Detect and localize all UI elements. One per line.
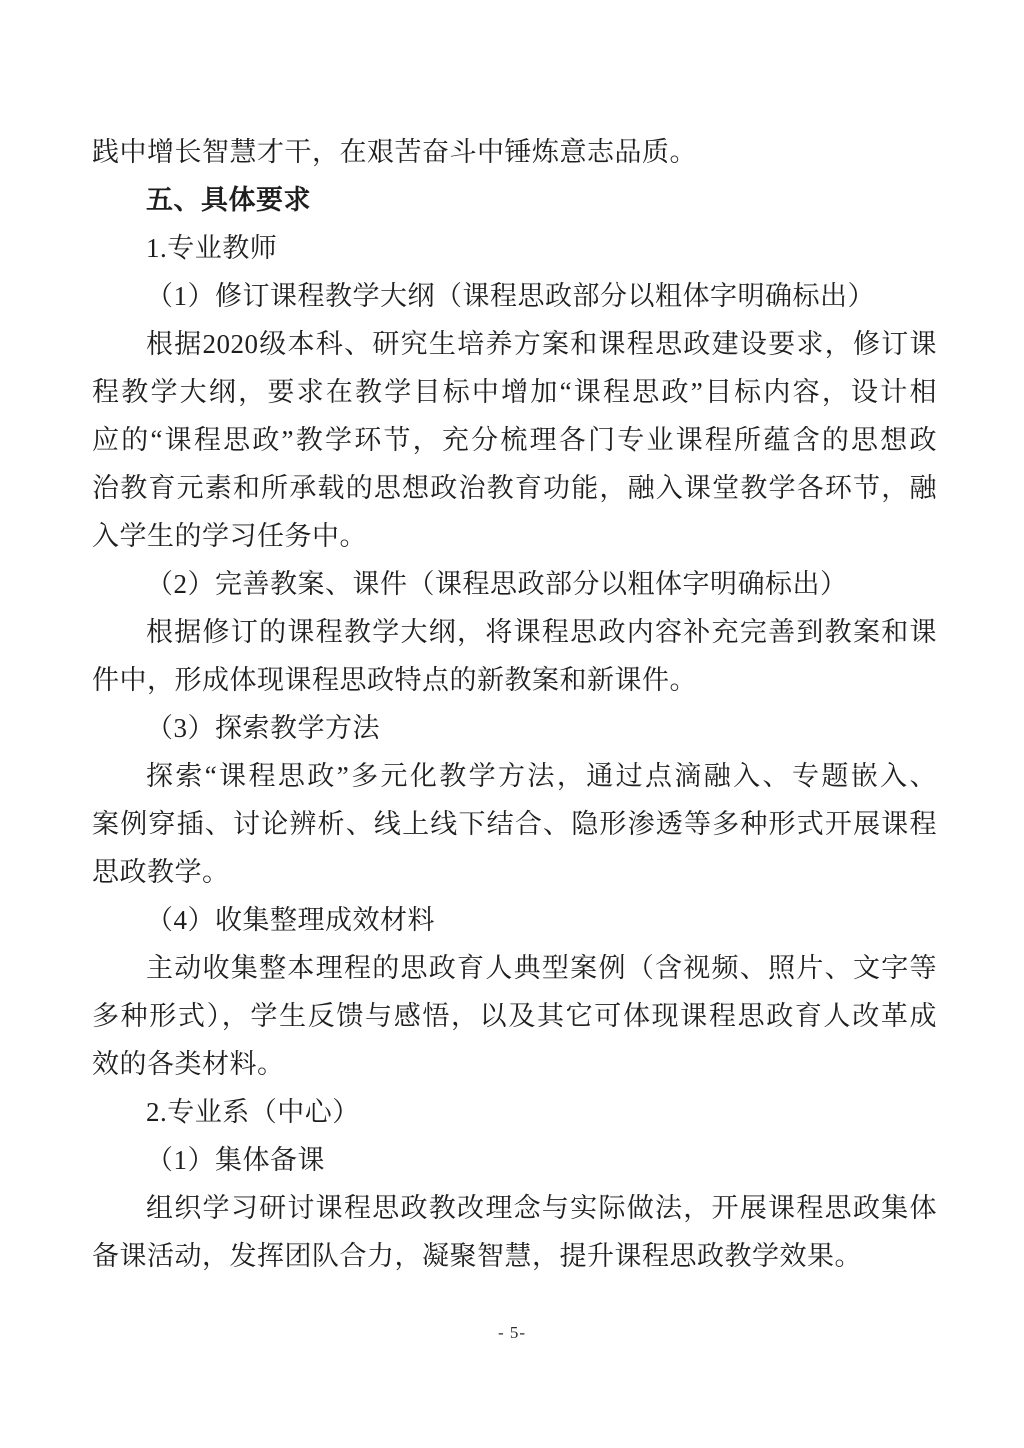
numbered-item-line: （4）收集整理成效材料	[146, 905, 435, 935]
paragraph-line: 入学生的学习任务中。	[92, 521, 367, 551]
paragraph-line: 备课活动，发挥团队合力，凝聚智慧，提升课程思政教学效果。	[92, 1241, 862, 1271]
numbered-item-line: （1）集体备课	[146, 1145, 325, 1175]
paragraph-line: 多种形式），学生反馈与感悟，以及其它可体现课程思政育人改革成	[92, 1001, 937, 1031]
paragraph-line: 根据修订的课程教学大纲，将课程思政内容补充完善到教案和课	[146, 617, 937, 647]
numbered-item-line: （3）探索教学方法	[146, 713, 380, 743]
numbered-item-line: （2）完善教案、课件（课程思政部分以粗体字明确标出）	[146, 569, 848, 599]
numbered-item-line: 2.专业系（中心）	[146, 1097, 360, 1127]
paragraph-line: 主动收集整本理程的思政育人典型案例（含视频、照片、文字等	[146, 953, 937, 983]
numbered-item-line: 1.专业教师	[146, 233, 278, 263]
paragraph-line: 案例穿插、讨论辨析、线上线下结合、隐形渗透等多种形式开展课程	[92, 809, 937, 839]
section-heading: 五、具体要求	[146, 185, 311, 215]
page-number: - 5-	[497, 1323, 527, 1342]
document-body	[92, 128, 937, 1280]
paragraph-line: 程教学大纲，要求在教学目标中增加“课程思政”目标内容，设计相	[92, 377, 937, 407]
paragraph-line: 应的“课程思政”教学环节，充分梳理各门专业课程所蕴含的思想政	[92, 425, 937, 455]
paragraph-continuation-line: 践中增长智慧才干，在艰苦奋斗中锤炼意志品质。	[92, 137, 697, 167]
paragraph-line: 根据2020级本科、研究生培养方案和课程思政建设要求，修订课	[146, 329, 937, 359]
paragraph-line: 组织学习研讨课程思政教改理念与实际做法，开展课程思政集体	[146, 1193, 937, 1223]
numbered-item-line: （1）修订课程教学大纲（课程思政部分以粗体字明确标出）	[146, 281, 875, 311]
paragraph-line: 探索“课程思政”多元化教学方法，通过点滴融入、专题嵌入、	[146, 761, 937, 791]
paragraph-line: 思政教学。	[92, 857, 230, 887]
paragraph-line: 效的各类材料。	[92, 1049, 285, 1079]
paragraph-line: 治教育元素和所承载的思想政治教育功能，融入课堂教学各环节，融	[92, 473, 937, 503]
paragraph-line: 件中，形成体现课程思政特点的新教案和新课件。	[92, 665, 697, 695]
